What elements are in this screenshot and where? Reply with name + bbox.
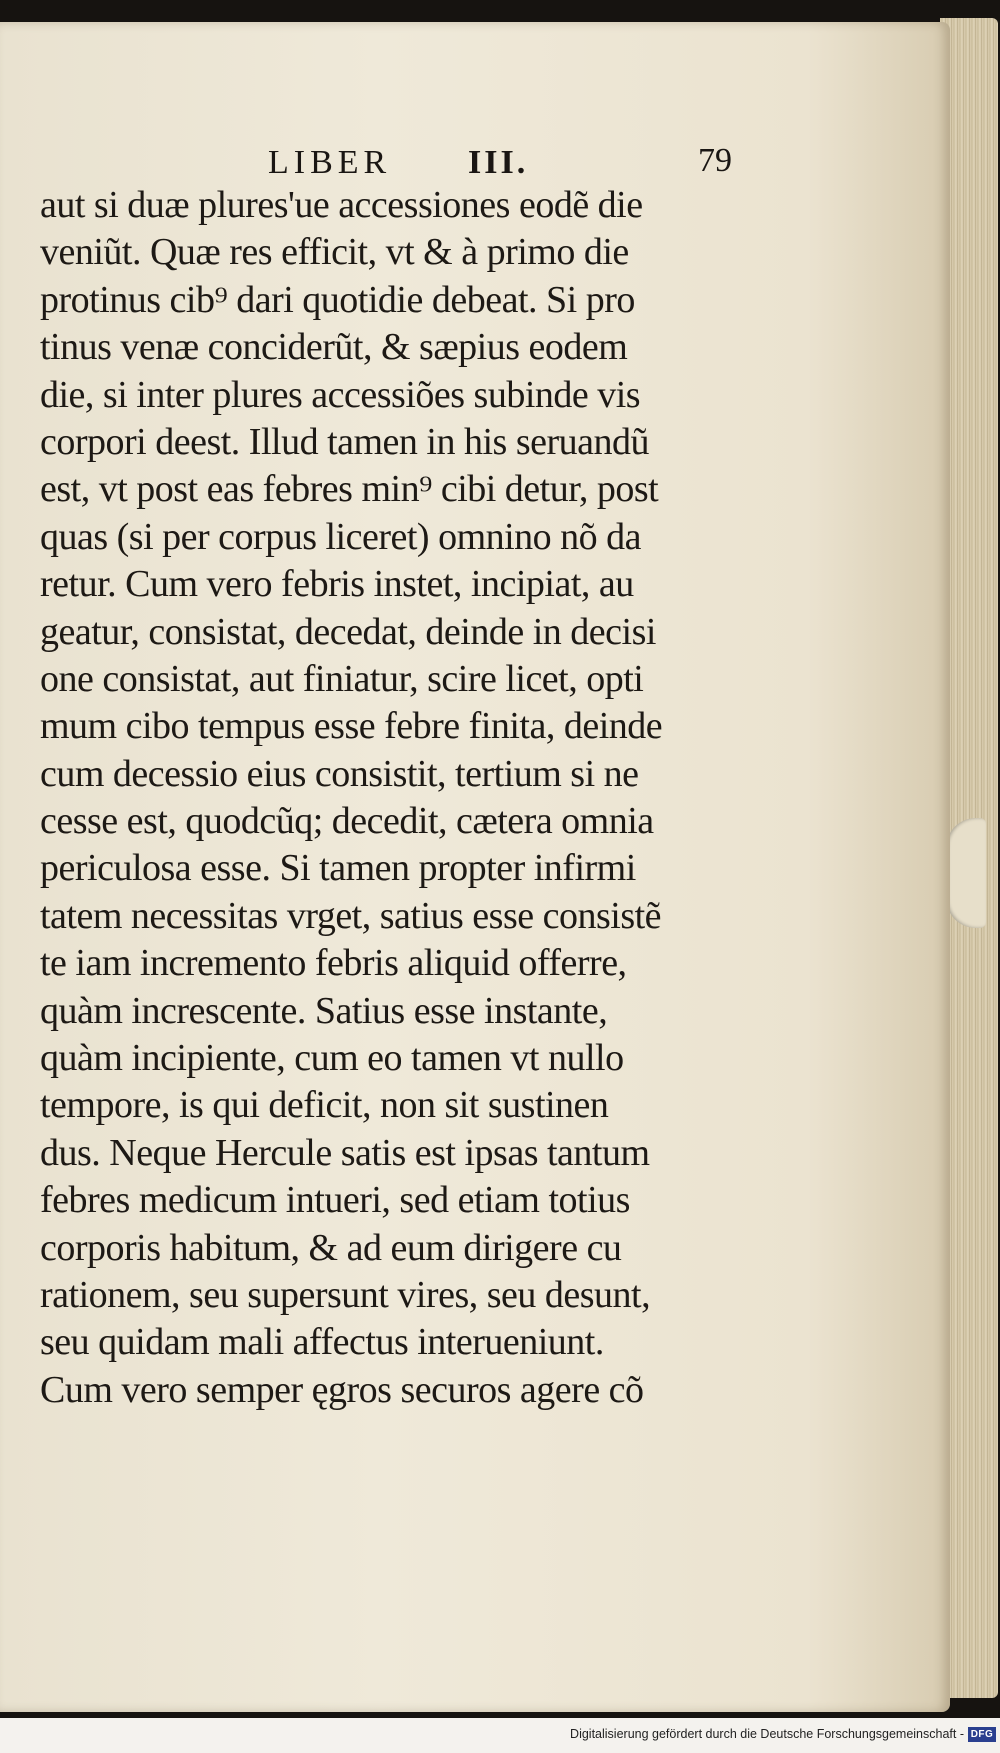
text-line: dus. Neque Hercule satis est ipsas tantum	[40, 1131, 650, 1174]
text-line: geatur, consistat, decedat, deinde in decisi	[40, 610, 656, 653]
text-line: te iam incremento febris aliquid offerre,	[40, 942, 627, 985]
page-tab	[946, 818, 986, 928]
folio-number: 79	[698, 142, 732, 179]
text-line: seu quidam mali affectus interueniunt.	[40, 1321, 604, 1364]
running-head-title: LIBER	[268, 144, 392, 181]
text-line: cesse est, quodcũq; decedit, cætera omnia	[40, 800, 654, 843]
text-line: cum decessio eius consistit, tertium si ne	[40, 752, 639, 795]
text-line: veniũt. Quæ res efficit, vt & à primo die	[40, 231, 629, 274]
text-line: rationem, seu supersunt vires, seu desunt,	[40, 1273, 651, 1316]
dfg-logo: DFG	[968, 1727, 996, 1742]
text-line: periculosa esse. Si tamen propter infirmi	[40, 847, 636, 890]
text-line: Cum vero semper ęgros securos agere cõ	[40, 1368, 644, 1411]
running-head	[0, 122, 950, 182]
text-line: die, si inter plures accessiões subinde vis	[40, 373, 641, 416]
text-line: quàm increscente. Satius esse instante,	[40, 989, 608, 1032]
body-text	[40, 182, 760, 1452]
text-line: quàm incipiente, cum eo tamen vt nullo	[40, 1037, 624, 1080]
text-line: corpori deest. Illud tamen in his seruandũ	[40, 420, 650, 463]
text-line: quas (si per corpus liceret) omnino nõ da	[40, 515, 642, 558]
text-line: aut si duæ plures'ue accessiones eodẽ die	[40, 184, 643, 226]
text-line: tempore, is qui deficit, non sit sustinen	[40, 1084, 609, 1127]
book-page	[0, 22, 950, 1712]
text-line: corporis habitum, & ad eum dirigere cu	[40, 1226, 622, 1269]
text-line: febres medicum intueri, sed etiam totius	[40, 1179, 630, 1222]
text-line: est, vt post eas febres min⁹ cibi detur, post	[40, 468, 659, 511]
digitization-footer	[0, 1718, 1000, 1753]
text-line: one consistat, aut finiatur, scire licet, opti	[40, 657, 644, 700]
funding-notice: Digitalisierung gefördert durch die Deutsche Forschungsgemeinschaft -	[570, 1727, 964, 1741]
text-line: retur. Cum vero febris instet, incipiat, au	[40, 563, 634, 606]
text-line: tatem necessitas vrget, satius esse consistẽ	[40, 894, 662, 937]
text-line: mum cibo tempus esse febre finita, deinde	[40, 705, 663, 748]
text-line: tinus venæ conciderũt, & sæpius eodem	[40, 326, 628, 369]
text-line: protinus cib⁹ dari quotidie debeat. Si pro	[40, 278, 635, 321]
running-head-book-number: III.	[468, 144, 529, 181]
